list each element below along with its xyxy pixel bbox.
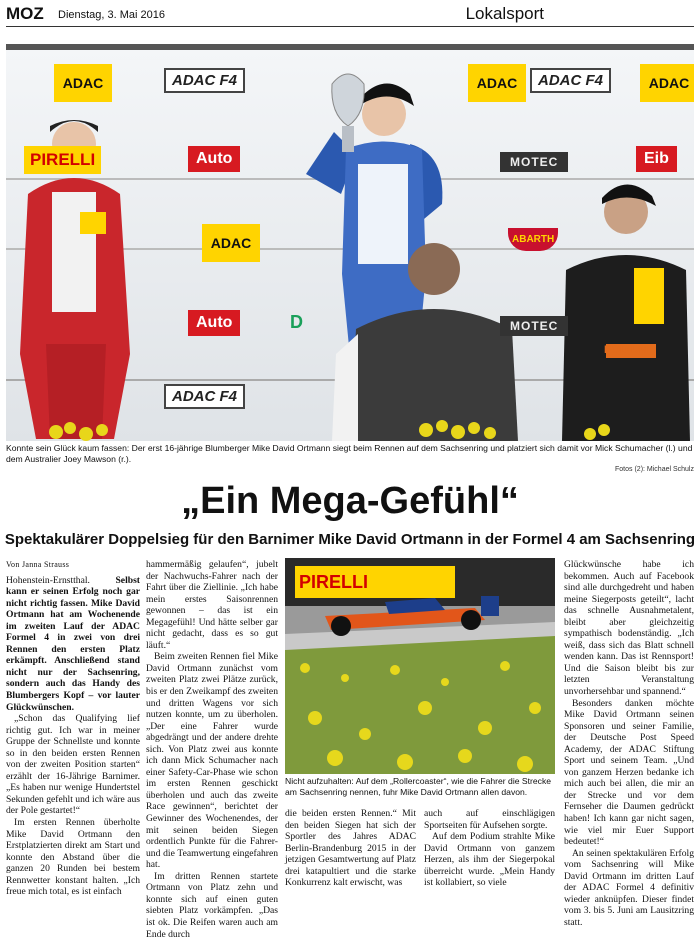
sponsor-eibach-logo: Eib <box>636 146 677 172</box>
sponsor-abarth-logo: ABARTH <box>508 228 558 251</box>
sponsor-pirelli-logo: PIRELLI <box>24 146 101 174</box>
sponsor-adac-f4-logo: ADAC F4 <box>530 68 611 93</box>
podium-photo-illustration <box>6 44 694 441</box>
paragraph: „Schon das Qualifying lief richtig gut. Ich war in meiner Gruppe der Schnellste und konnte so in den beiden ersten Rennen von der zweiten Position starten“ erzählt der 16-Jährige Barnimer. „Es haben nur wenige Hundertstel Sekunden gefehlt und ich wäre aus der Pole gestartet!“ <box>6 713 141 817</box>
suit-podium-logo: PODIUM <box>604 344 648 356</box>
photo-credit: Fotos (2): Michael Schulz <box>615 466 694 473</box>
sponsor-adac-logo: ADAC <box>54 64 112 102</box>
publication-name: MOZ <box>6 4 44 23</box>
paragraph: Besonders danken möchte Mike David Ortmann seinen Sponsoren und seiner Familie, der Deutsche Post Speed Academy, der ADAC Stiftung Sport und seinem Team. „Und von ganzem Herzen bedanke ich mich auch bei allen, die mir an der Strecke und vor dem Fernseher die Daumen gedrückt haben! Ich kann gar nicht sagen, wie viel mir Euer Support bedeutet!“ <box>564 697 694 848</box>
lead-text: Selbst kann er seinen Erfolg noch gar nicht richtig fassen. Mike David Ortmann hat am Wochenende im zweiten Lauf der ADAC Formel 4 in zwei von drei Rennen den ersten Platz erkämpft. Anschließend stand nicht nur der Sachsenring, sondern auch das Handy des Blumbergers Kopf – vor lauter Glückwünschen. <box>6 574 140 713</box>
section-title: Lokalsport <box>465 4 544 23</box>
race-photo <box>285 558 555 774</box>
sponsor-adac-logo: ADAC <box>202 224 260 262</box>
column-5 <box>564 559 694 929</box>
sponsor-auto-logo: Auto <box>188 310 240 336</box>
race-photo-caption: Nicht aufzuhalten: Auf dem „Rollercoaster“, wie die Fahrer die Strecke am Sachsenring nennen, fuhr Mike David Ortmann allen davon. <box>285 776 552 797</box>
page-header <box>6 4 694 27</box>
sponsor-adac-logo: ADAC <box>640 64 694 102</box>
paragraph: auch auf einschlägigen Sportseiten für Aufsehen sorgte. <box>424 808 555 831</box>
sponsor-adac-logo: ADAC <box>468 64 526 102</box>
column-3 <box>285 808 416 889</box>
paragraph: hammermäßig gelaufen“, jubelt der Nachwuchs-Fahrer nach der Fahrt über die Ziellinie. „Ich habe mein erstes Saisonrennen gewonnen – das ist ein Megagefühl! Und hätte selber gar nicht gedacht, dass es so gut läuft.“ <box>146 559 278 651</box>
subheadline: Spektakulärer Doppelsieg für den Barnimer Mike David Ortmann in der Formel 4 am Sachsenring <box>4 531 696 548</box>
podium-photo <box>6 44 694 441</box>
headline: „Ein Mega-Gefühl“ <box>181 480 519 522</box>
lead-paragraph <box>6 575 140 714</box>
paragraph: Beim zweiten Rennen fiel Mike David Ortmann zunächst vom zweiten Platz zwei Plätze zurück, bis er den Zweikampf des zweiten und dritten Wagens vor sich nutzen konnte, um zu überholen. „Der eine Fahrer wurde abgedrängt und der andere drehte sich. Von Platz zwei aus konnte ich dann Mick Schumacher nach einer Safety-Car-Phase wie schon im ersten Rennen geschickt überholen und auch das zweite Race gewinnen“, berichtet der Gewinner des Wochenendes, der mit seinen beiden Siegen ordentlich Punkte für die Fahrer- und die Teamwertung eingefahren hat. <box>146 651 278 871</box>
paragraph: Im dritten Rennen startete Ortmann von Platz zehn und konnte sich auf einen guten siebten Platz vorkämpfen. „Das ist ok. Die Reifen waren auch am Ende durch <box>146 870 278 940</box>
paragraph: die beiden ersten Rennen.“ Mit den beiden Siegen hat sich der Sportler des Jahres ADAC Berlin-Brandenburg 2015 in der jetzigen Gesamtwertung auf Platz drei katapultiert und die starke Konkurrenz kalt erwischt, was <box>285 808 416 889</box>
sponsor-motec-logo: MOTEC <box>500 152 568 172</box>
sponsor-pirelli-banner: PIRELLI <box>299 572 369 592</box>
photo-caption: Konnte sein Glück kaum fassen: Der erst 16-jährige Blumberger Mike David Ortmann siegt beim Rennen auf dem Sachsenring und platziert sich damit vor Mick Schumacher (l.) und dem Australier Joey Mawson (r.). <box>6 443 693 464</box>
issue-date: Dienstag, 3. Mai 2016 <box>58 9 166 21</box>
sponsor-dhl-logo: D <box>290 312 303 332</box>
paragraph: Glückwünsche habe ich bekommen. Auch auf Facebook sind alle durchgedreht und haben meine Siegerposts geteilt“, lacht das schnelle Ausnahmetalent, bleibt aber gleichzeitig sympathisch bodenständig. „Ich weiß, dass sich das Blatt schnell wenden kann. Das ist Rennsport! Und die Saison bleibt bis zur letzten Veranstaltung unvorhersehbar und spannend.“ <box>564 559 694 698</box>
sponsor-auto-logo: Auto <box>188 146 240 172</box>
sponsor-adac-f4-logo: ADAC F4 <box>164 384 245 409</box>
sponsor-adac-f4-logo: ADAC F4 <box>164 68 245 93</box>
author-byline: Von Janna Strauss <box>6 560 70 569</box>
sponsor-motec-logo: MOTEC <box>500 316 568 336</box>
paragraph: Im ersten Rennen überholte Mike David Ortmann den Erstplatzierten direkt am Start und konnte den Abstand über die ganzen 20 Runden bei bestem Rennwetter konstant halten. „Ich freue mich total, es ist einfach <box>6 817 140 898</box>
column-1 <box>6 559 140 898</box>
dateline: Hohenstein-Ernstthal. <box>6 574 90 586</box>
paragraph: Auf dem Podium strahlte Mike David Ortmann von ganzem Herzen, als ihm der Siegerpokal überreicht wurde. „Mein Handy ist kollabiert, so viele <box>424 831 555 889</box>
column-2 <box>146 559 278 940</box>
column-4 <box>424 808 555 889</box>
paragraph: An seinen spektakulären Erfolg vom Sachsenring will Mike David Ortmann im dritten Lauf der ADAC Formel 4 definitiv wieder anknüpfen. Dieser findet vom 3. bis 5. Juni am Lausitzring statt. <box>564 847 694 928</box>
